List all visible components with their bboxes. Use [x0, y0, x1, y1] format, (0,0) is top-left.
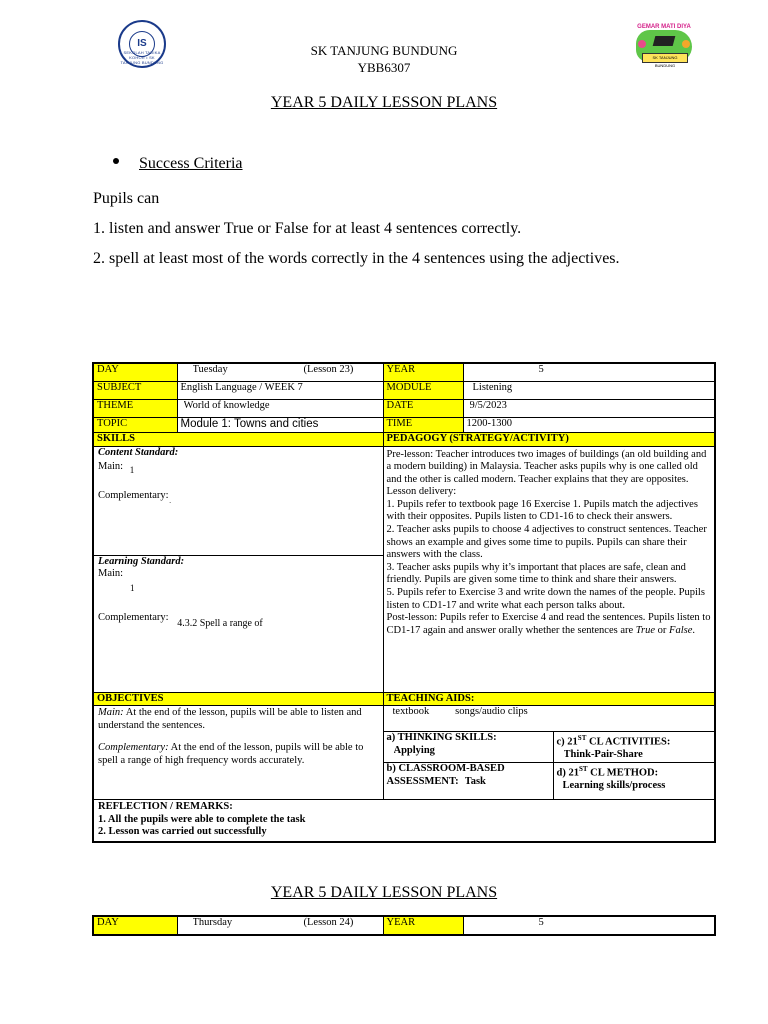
year-value: 5 [538, 364, 544, 375]
thinking-skills-cell [383, 732, 553, 763]
next-day-label: DAY [93, 916, 177, 935]
thinking-skills-label: a) THINKING SKILLS: [386, 732, 497, 743]
module-label: MODULE [383, 382, 463, 400]
assessment-label-1: b) CLASSROOM-BASED [386, 763, 505, 774]
festival-logo-arch-text: GEMAR MATI DIYA [637, 24, 691, 30]
module-value: Listening [472, 382, 513, 393]
criteria-intro: Pupils can [93, 190, 160, 207]
objectives-cell [93, 706, 383, 800]
crest-ring-text: SEKOLAH TADIKA KOHOR • SK TANJUNG BUNDUNG [120, 50, 164, 65]
lesson-plan-table [92, 362, 716, 843]
cl-method-label: d) 21ST CL METHOD: [556, 765, 659, 779]
cl-method-value: Learning skills/process [562, 780, 666, 791]
delivery-step-3: 3. Teacher asks pupils why it’s important that places are safe, clean and friendly. Pupils are given some time to think and share their answers. [386, 561, 686, 586]
reflection-item-2: 2. Lesson was carried out successfully [98, 826, 267, 837]
year-label: YEAR [383, 363, 463, 382]
learning-standard-title: Learning Standard: [98, 555, 185, 567]
cl-activities-value: Think-Pair-Share [563, 749, 643, 760]
false-word: False [669, 624, 693, 636]
school-name: SK TANJUNG BUNDUNG [310, 43, 458, 58]
cl-activities-label: c) 21ST CL ACTIVITIES: [556, 734, 671, 748]
bullet-icon [113, 158, 119, 164]
pre-lesson-text: Pre-lesson: Teacher introduces two images of buildings (an old building and a modern building) in Malaysia. Teacher asks pupils why is one called old and the other is called modern. Teacher explains that they are opposites. [386, 448, 707, 485]
date-value: 9/5/2023 [469, 400, 507, 411]
content-comp-label: Complementary: [98, 489, 169, 501]
teaching-aids-cell [383, 706, 715, 732]
reflection-header: REFLECTION / REMARKS: [98, 801, 233, 812]
next-lesson-number: (Lesson 24) [303, 917, 354, 928]
lesson-number: (Lesson 23) [303, 364, 354, 375]
reflection-cell [93, 800, 715, 842]
topic-value: Module 1: Towns and cities [177, 418, 383, 433]
topic-label: TOPIC [93, 418, 177, 433]
criteria-item-1: 1. listen and answer True or False for at least 4 sentences correctly. [93, 220, 522, 237]
learning-standard [94, 556, 383, 692]
skills-cell [93, 446, 383, 692]
content-standard-title: Content Standard: [98, 446, 179, 458]
objectives-header: OBJECTIVES [93, 692, 383, 706]
next-year-value: 5 [538, 917, 544, 928]
criteria-item-2: 2. spell at least most of the words correctly in the 4 sentences using the adjectives. [93, 250, 620, 267]
delivery-step-5: 5. Pupils refer to Exercise 3 and write down the names of the people. Pupils listen to CD1-17 and write what each person talks about. [386, 587, 705, 611]
assessment-label-2: ASSESSMENT: [386, 775, 459, 787]
delivery-step-2: 2. Teacher asks pupils to choose 4 adjectives to construct sentences. Teacher shows an example and gives some time to pupils. Pupils can share their answers with the class. [386, 524, 707, 561]
subject-label: SUBJECT [93, 382, 177, 400]
next-year-label: YEAR [383, 916, 463, 935]
pedagogy-cell [383, 446, 715, 692]
post-lesson-text: Post-lesson: Pupils refer to Exercise 4 and read the sentences. Pupils listen to CD1-17 again and answer orally whether the sentences are True or False. [386, 612, 711, 636]
day-cell [177, 363, 383, 382]
success-criteria-title: Success Criteria [139, 155, 243, 172]
content-standard [94, 447, 383, 556]
date-label: DATE [383, 400, 463, 418]
delivery-step-1: 1. Pupils refer to textbook page 16 Exercise 1. Pupils match the adjectives with their opposites. Pupils listen to CD1-16 to check their answers. [386, 498, 698, 523]
cl-activities-cell [553, 732, 715, 763]
time-label: TIME [383, 418, 463, 433]
festival-logo-banner: SK TANJUNG BUNDUNG [642, 53, 688, 63]
content-main-value: 1 [129, 465, 135, 475]
next-day-value: Thursday [192, 917, 233, 928]
subject-value: English Language / WEEK 7 [177, 382, 383, 400]
day-label: DAY [93, 363, 177, 382]
content-comp-value: . [169, 496, 171, 505]
learning-main-label: Main: [98, 568, 124, 579]
next-plan-title: YEAR 5 DAILY LESSON PLANS [270, 884, 498, 901]
teaching-aids-header: TEACHING AIDS: [383, 692, 715, 706]
assessment-cell [383, 763, 553, 800]
theme-value: World of knowledge [183, 400, 270, 411]
learning-comp-value: 4.3.2 Spell a range of [177, 618, 263, 629]
content-main-label: Main: [98, 461, 124, 472]
theme-label: THEME [93, 400, 177, 418]
teaching-aid-2: songs/audio clips [455, 706, 528, 717]
assessment-value: Task [464, 775, 486, 787]
day-value: Tuesday [192, 364, 228, 375]
next-lesson-plan-table [92, 915, 716, 936]
cl-method-cell [553, 763, 715, 800]
crest-monogram: IS [137, 38, 147, 49]
lesson-delivery-title: Lesson delivery: [386, 486, 457, 498]
thinking-skills-value: Applying [393, 744, 435, 756]
pedagogy-header: PEDAGOGY (STRATEGY/ACTIVITY) [383, 433, 715, 447]
objective-main: Main: At the end of the lesson, pupils will be able to listen and understand the sentences. [98, 707, 362, 731]
teaching-aid-1: textbook [392, 706, 430, 717]
learning-main-value: 1 [130, 582, 135, 593]
reflection-item-1: 1. All the pupils were able to complete the task [98, 813, 306, 825]
objective-complementary: Complementary: At the end of the lesson, pupils will be able to spell a range of high frequency words accurately. [98, 742, 364, 766]
time-value: 1200-1300 [463, 418, 715, 433]
true-word: True [635, 624, 656, 636]
school-code: YBB6307 [357, 60, 411, 75]
page-title: YEAR 5 DAILY LESSON PLANS [270, 94, 498, 111]
skills-header: SKILLS [93, 433, 383, 447]
learning-comp-label: Complementary: [98, 612, 169, 623]
